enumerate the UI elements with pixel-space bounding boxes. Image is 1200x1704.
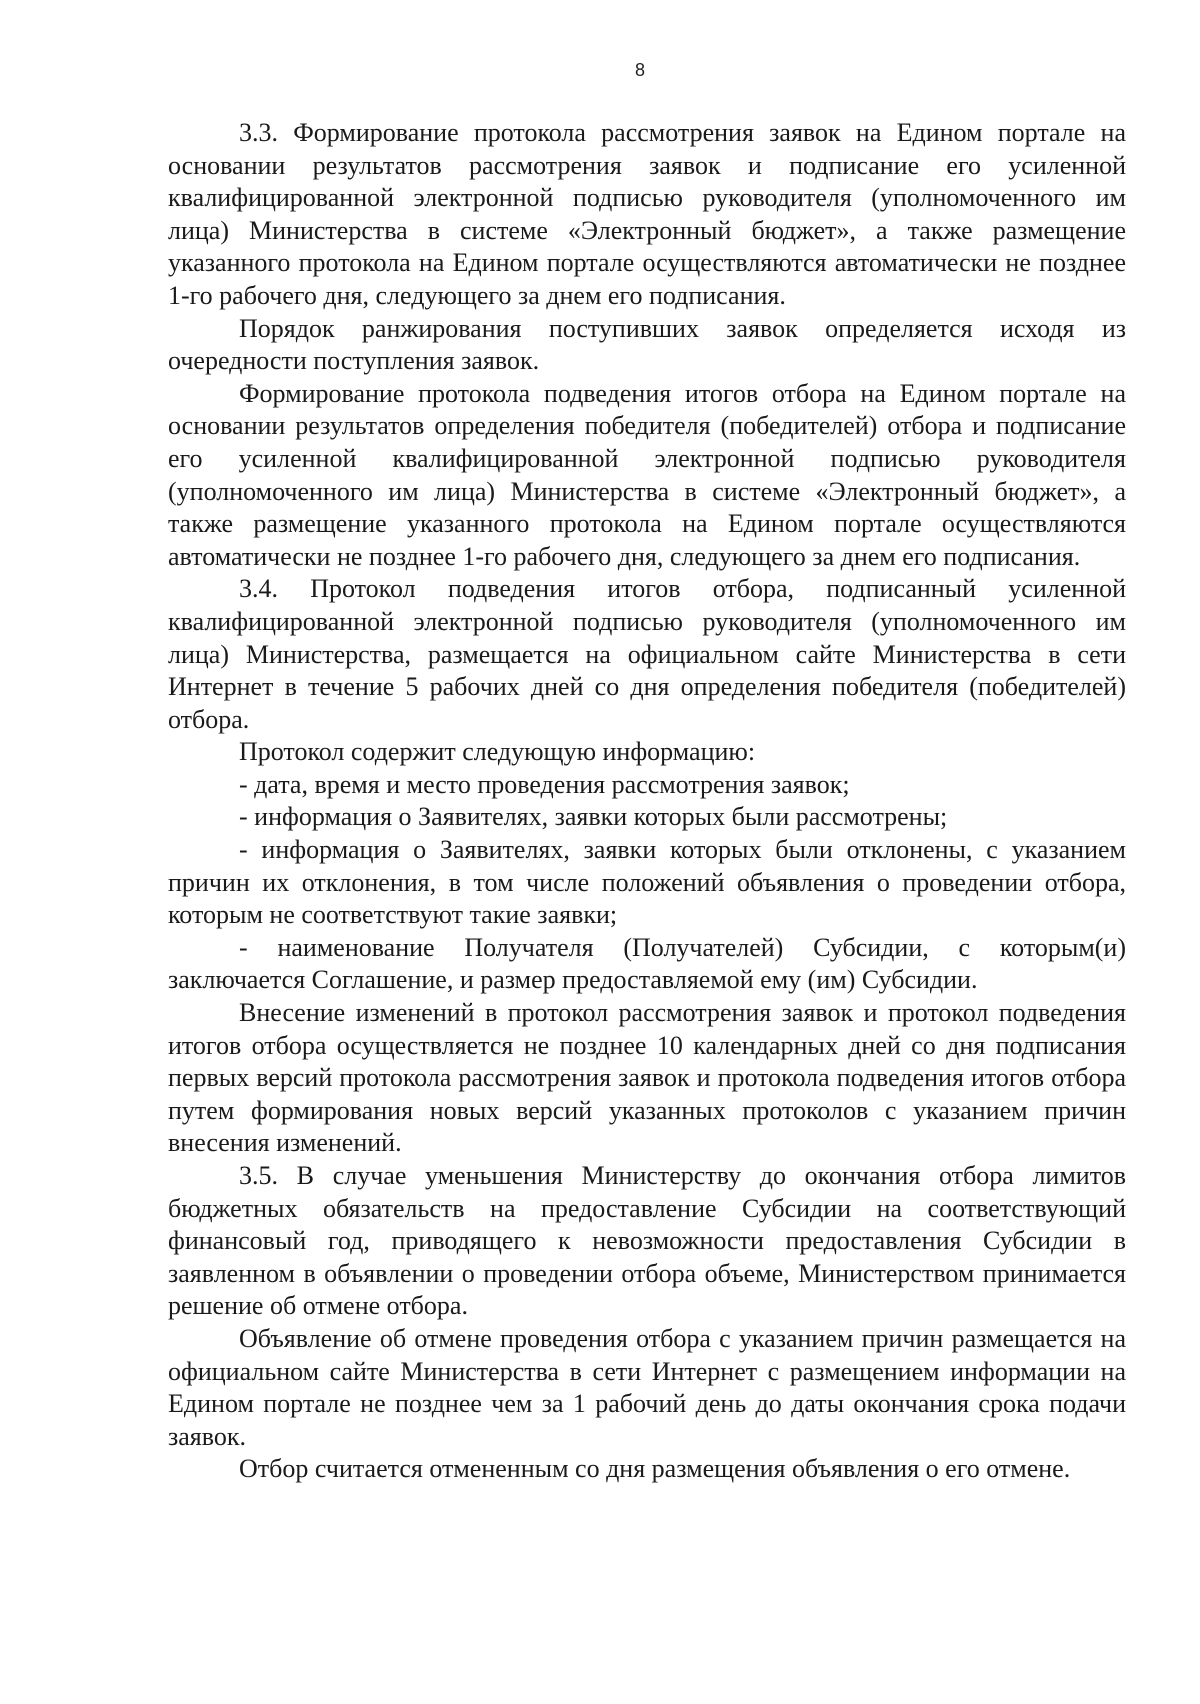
- list-item-date-time-place: - дата, время и место проведения рассмотрения заявок;: [239, 769, 850, 799]
- paragraph-protocol-contents: Протокол содержит следующую информацию:: [239, 737, 756, 767]
- paragraph-cancellation-effective: Отбор считается отмененным со дня размещения объявления о его отмене.: [239, 1454, 1071, 1484]
- page-number: 8: [634, 60, 645, 80]
- paragraph-cancellation-notice: Объявление об отмене проведения отбора с указанием причин размещается на официальном сайте Министерства в сети Интернет с размещением информации на Едином портале не позднее чем за 1 рабочий день до даты окончания срока подачи заявок.: [168, 1323, 1126, 1451]
- list-item-recipient-name: - наименование Получателя (Получателей) Субсидии, с которым(и) заключается Соглашение, и размер предоставляемой ему (им) Субсидии.: [168, 932, 1126, 995]
- paragraph-results-protocol: Формирование протокола подведения итогов отбора на Едином портале на основании результатов определения победителя (победителей) отбора и подписание его усиленной квалифицированной электронной подписью руководителя (уполномоченного им лица) Министерства в системе «Электронный бюджет», а также размещение указанного протокола на Едином портале осуществляются автоматически не позднее 1-го рабочего дня, следующего за днем его подписания.: [168, 378, 1126, 571]
- paragraph-3-3: 3.3. Формирование протокола рассмотрения заявок на Едином портале на основании результатов рассмотрения заявок и подписание его усиленной квалифицированной электронной подписью руководителя (уполномоченного им лица) Министерства в системе «Электронный бюджет», а также размещение указанного протокола на Едином портале осуществляются автоматически не позднее 1-го рабочего дня, следующего за днем его подписания.: [168, 118, 1126, 310]
- list-item-rejected-applicants: - информация о Заявителях, заявки которых были отклонены, с указанием причин их отклонения, в том числе положений объявления о проведении отбора, которым не соответствуют такие заявки;: [168, 835, 1126, 930]
- list-item-reviewed-applicants: - информация о Заявителях, заявки которых были рассмотрены;: [239, 802, 948, 832]
- paragraph-3-4: 3.4. Протокол подведения итогов отбора, подписанный усиленной квалифицированной электронной подписью руководителя (уполномоченного им лица) Министерства, размещается на официальном сайте Министерства в сети Интернет в течение 5 рабочих дней со дня определения победителя (победителей) отбора.: [168, 574, 1126, 734]
- paragraph-3-5: 3.5. В случае уменьшения Министерству до окончания отбора лимитов бюджетных обязательств на предоставление Субсидии на соответствующий финансовый год, приводящего к невозможности предоставления Субсидии в заявленном в объявлении о проведении отбора объеме, Министерством принимается решение об отмене отбора.: [168, 1161, 1126, 1321]
- paragraph-ranking-order: Порядок ранжирования поступивших заявок определяется исходя из очередности поступления заявок.: [168, 313, 1126, 376]
- document-body: [168, 117, 1126, 1486]
- paragraph-protocol-amendments: Внесение изменений в протокол рассмотрения заявок и протокол подведения итогов отбора осуществляется не позднее 10 календарных дней со дня подписания первых версий протокола рассмотрения заявок и протокола подведения итогов отбора путем формирования новых версий указанных протоколов с указанием причин внесения изменений.: [168, 998, 1126, 1158]
